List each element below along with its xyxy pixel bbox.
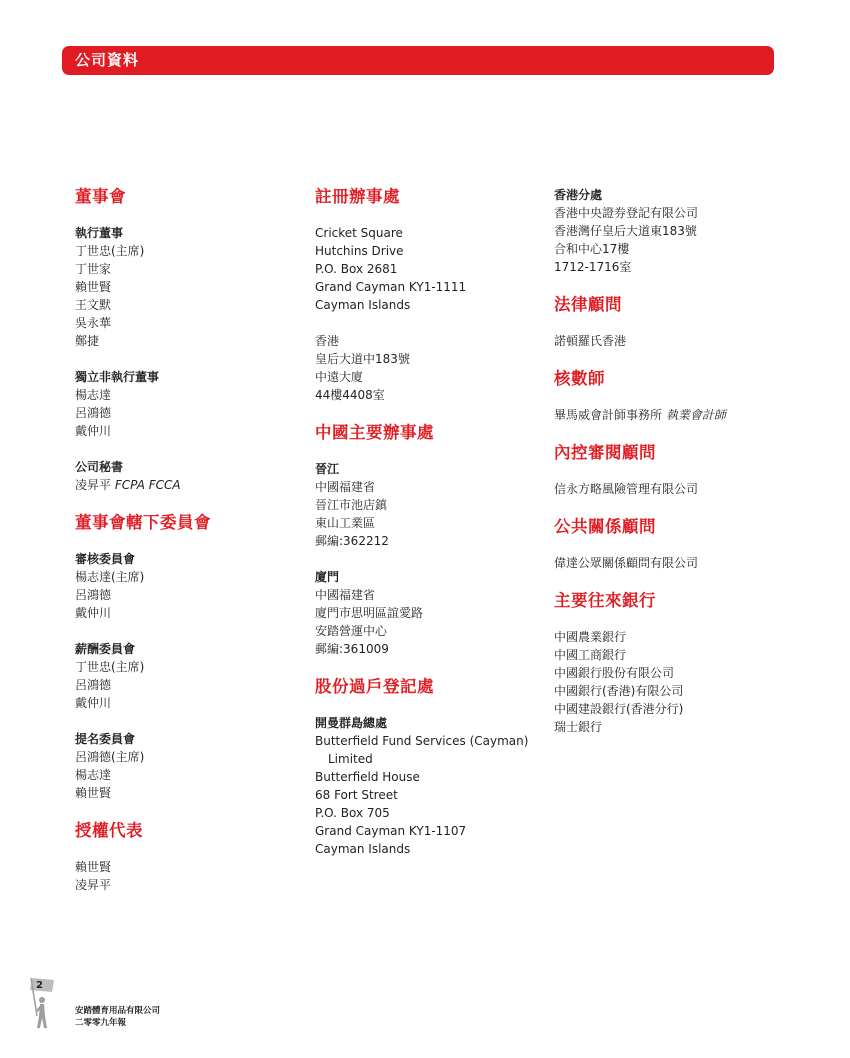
info-line	[315, 640, 540, 658]
page-number: 2	[36, 980, 43, 991]
line-text: 香港灣仔皇后大道東183號	[554, 224, 697, 238]
info-group	[554, 628, 784, 736]
info-line	[554, 406, 784, 424]
info-line	[75, 658, 295, 676]
info-line	[75, 404, 295, 422]
info-group	[554, 186, 784, 276]
info-line	[75, 278, 295, 296]
info-line	[554, 682, 784, 700]
line-text: 1712-1716室	[554, 260, 632, 274]
info-line	[315, 786, 540, 804]
info-group	[75, 458, 295, 494]
info-line	[75, 568, 295, 586]
info-line	[75, 876, 295, 894]
group-subheading: 廈門	[315, 570, 340, 584]
section-heading: 核數師	[554, 369, 605, 388]
line-text: 賴世賢	[75, 786, 112, 800]
line-text: 香港	[315, 334, 340, 348]
section-heading: 股份過戶登記處	[315, 677, 434, 696]
line-italic-suffix: 執業會計師	[665, 408, 726, 422]
info-line	[554, 480, 784, 498]
line-text: 合和中心17樓	[554, 242, 630, 256]
group-subheading: 提名委員會	[75, 732, 136, 746]
line-text: 呂鴻德	[75, 678, 112, 692]
column-3	[554, 186, 784, 754]
info-group	[75, 550, 295, 622]
group-subheading: 香港分處	[554, 188, 603, 202]
line-text: 楊志達(主席)	[75, 570, 145, 584]
info-group	[554, 332, 784, 350]
info-line	[554, 258, 784, 276]
info-line	[554, 718, 784, 736]
line-text: 戴仲川	[75, 424, 112, 438]
line-text: 中國銀行股份有限公司	[554, 666, 675, 680]
line-text: 68 Fort Street	[315, 788, 398, 802]
line-text: 丁世忠(主席)	[75, 660, 145, 674]
info-group	[75, 730, 295, 802]
line-text: 信永方略風險管理有限公司	[554, 482, 699, 496]
line-text: Cricket Square	[315, 226, 403, 240]
line-text: 香港中央證券登記有限公司	[554, 206, 699, 220]
group-subheading: 開曼群島總處	[315, 716, 388, 730]
line-text: P.O. Box 705	[315, 806, 390, 820]
info-line	[75, 748, 295, 766]
info-line	[315, 332, 540, 350]
info-line	[315, 368, 540, 386]
line-text: 丁世忠(主席)	[75, 244, 145, 258]
info-line	[75, 604, 295, 622]
line-text: 郵編:361009	[315, 642, 389, 656]
info-line	[75, 260, 295, 278]
group-subheading: 審核委員會	[75, 552, 136, 566]
column-1	[75, 186, 295, 912]
line-text: 王文默	[75, 298, 112, 312]
section-heading: 內控審閱顧問	[554, 443, 656, 462]
line-text: Grand Cayman KY1-1111	[315, 280, 467, 294]
section	[554, 442, 784, 498]
line-text: Grand Cayman KY1-1107	[315, 824, 467, 838]
info-group	[554, 406, 784, 424]
section	[315, 422, 540, 658]
line-text: Hutchins Drive	[315, 244, 404, 258]
info-line	[75, 676, 295, 694]
section-heading: 中國主要辦事處	[315, 423, 434, 442]
info-group	[315, 332, 540, 404]
line-text: 丁世家	[75, 262, 112, 276]
line-text: Butterfield House	[315, 770, 420, 784]
section	[75, 820, 295, 894]
section-heading: 公共關係顧問	[554, 517, 656, 536]
section	[315, 676, 540, 858]
section-banner	[62, 46, 774, 75]
section	[554, 590, 784, 736]
info-line	[75, 332, 295, 350]
line-text: 楊志達	[75, 388, 112, 402]
line-text: 瑞士銀行	[554, 720, 603, 734]
line-text: 凌昇平	[75, 478, 115, 492]
group-subheading: 獨立非執行董事	[75, 370, 160, 384]
column-2	[315, 186, 540, 876]
info-group	[75, 640, 295, 712]
footer-text	[75, 1005, 160, 1029]
section	[75, 186, 295, 494]
info-line	[315, 622, 540, 640]
info-group	[315, 568, 540, 658]
info-line	[75, 586, 295, 604]
line-text: 楊志達	[75, 768, 112, 782]
info-line	[75, 858, 295, 876]
info-line	[315, 386, 540, 404]
info-line	[75, 242, 295, 260]
info-group	[554, 480, 784, 498]
line-text: 諾頓羅氏香港	[554, 334, 627, 348]
line-text: 呂鴻德	[75, 588, 112, 602]
info-line	[315, 260, 540, 278]
page-title: 公司資料	[75, 51, 140, 69]
info-line	[315, 278, 540, 296]
info-line	[554, 700, 784, 718]
info-line	[315, 478, 540, 496]
footer-company: 安踏體育用品有限公司	[75, 1006, 161, 1016]
line-text: 晉江市池店鎮	[315, 498, 388, 512]
info-line	[554, 664, 784, 682]
info-line	[75, 314, 295, 332]
info-line	[315, 532, 540, 550]
line-text: 呂鴻德(主席)	[75, 750, 145, 764]
info-line	[315, 840, 540, 858]
info-line	[315, 804, 540, 822]
line-text: 安踏營運中心	[315, 624, 388, 638]
info-line	[554, 222, 784, 240]
section	[554, 368, 784, 424]
line-text: 賴世賢	[75, 280, 112, 294]
line-text: 偉達公眾關係顧問有限公司	[554, 556, 699, 570]
flag-bearer-icon	[28, 976, 58, 1032]
line-text: 凌昇平	[75, 878, 112, 892]
info-line	[315, 586, 540, 604]
info-group	[75, 858, 295, 894]
line-text: 戴仲川	[75, 696, 112, 710]
info-line	[554, 628, 784, 646]
info-line	[554, 240, 784, 258]
line-text: Limited	[328, 752, 373, 766]
line-text: 中國工商銀行	[554, 648, 627, 662]
info-group	[315, 224, 540, 314]
line-text: 戴仲川	[75, 606, 112, 620]
section	[554, 186, 784, 276]
info-line	[315, 224, 540, 242]
group-subheading: 公司秘書	[75, 460, 124, 474]
info-line	[554, 332, 784, 350]
info-line	[315, 750, 540, 768]
line-text: 畢馬威會計師事務所	[554, 408, 666, 422]
line-text: 中國福建省	[315, 588, 376, 602]
info-line	[315, 514, 540, 532]
footer-report: 二零零九年報	[75, 1018, 127, 1028]
info-line	[315, 822, 540, 840]
line-text: 中國福建省	[315, 480, 376, 494]
section	[554, 516, 784, 572]
group-subheading: 薪酬委員會	[75, 642, 136, 656]
section-heading: 主要往來銀行	[554, 591, 656, 610]
info-line	[75, 766, 295, 784]
info-line	[75, 784, 295, 802]
info-line	[315, 732, 540, 750]
info-line	[75, 422, 295, 440]
line-text: 鄭捷	[75, 334, 100, 348]
info-line	[75, 476, 295, 494]
section-heading: 註冊辦事處	[315, 187, 400, 206]
info-line	[75, 296, 295, 314]
line-text: 皇后大道中183號	[315, 352, 410, 366]
section-heading: 授權代表	[75, 821, 143, 840]
info-group	[315, 460, 540, 550]
line-text: 中國銀行(香港)有限公司	[554, 684, 684, 698]
info-group	[75, 368, 295, 440]
line-text: 吳永華	[75, 316, 112, 330]
line-text: 東山工業區	[315, 516, 376, 530]
group-subheading: 晉江	[315, 462, 340, 476]
info-group	[75, 224, 295, 350]
line-text: 郵編:362212	[315, 534, 389, 548]
line-text: Cayman Islands	[315, 298, 411, 312]
line-text: 中遠大廈	[315, 370, 364, 384]
line-text: 中國建設銀行(香港分行)	[554, 702, 684, 716]
info-line	[75, 386, 295, 404]
info-line	[554, 646, 784, 664]
line-text: 廈門市思明區誼愛路	[315, 606, 424, 620]
info-line	[554, 554, 784, 572]
section-heading: 董事會	[75, 187, 126, 206]
info-line	[315, 296, 540, 314]
line-text: 呂鴻德	[75, 406, 112, 420]
line-text: 44樓4408室	[315, 388, 385, 402]
section	[554, 294, 784, 350]
section	[75, 512, 295, 802]
info-line	[315, 604, 540, 622]
line-italic-suffix: FCPA FCCA	[114, 478, 181, 492]
info-line	[75, 694, 295, 712]
line-text: 賴世賢	[75, 860, 112, 874]
info-group	[315, 714, 540, 858]
line-text: 中國農業銀行	[554, 630, 627, 644]
line-text: P.O. Box 2681	[315, 262, 398, 276]
group-subheading: 執行董事	[75, 226, 124, 240]
section	[315, 186, 540, 404]
info-line	[315, 242, 540, 260]
line-text: Butterfield Fund Services (Cayman)	[315, 734, 529, 748]
section-heading: 法律顧問	[554, 295, 622, 314]
info-line	[315, 496, 540, 514]
info-group	[554, 554, 784, 572]
section-heading: 董事會轄下委員會	[75, 513, 211, 532]
info-line	[554, 204, 784, 222]
info-line	[315, 350, 540, 368]
info-line	[315, 768, 540, 786]
line-text: Cayman Islands	[315, 842, 411, 856]
